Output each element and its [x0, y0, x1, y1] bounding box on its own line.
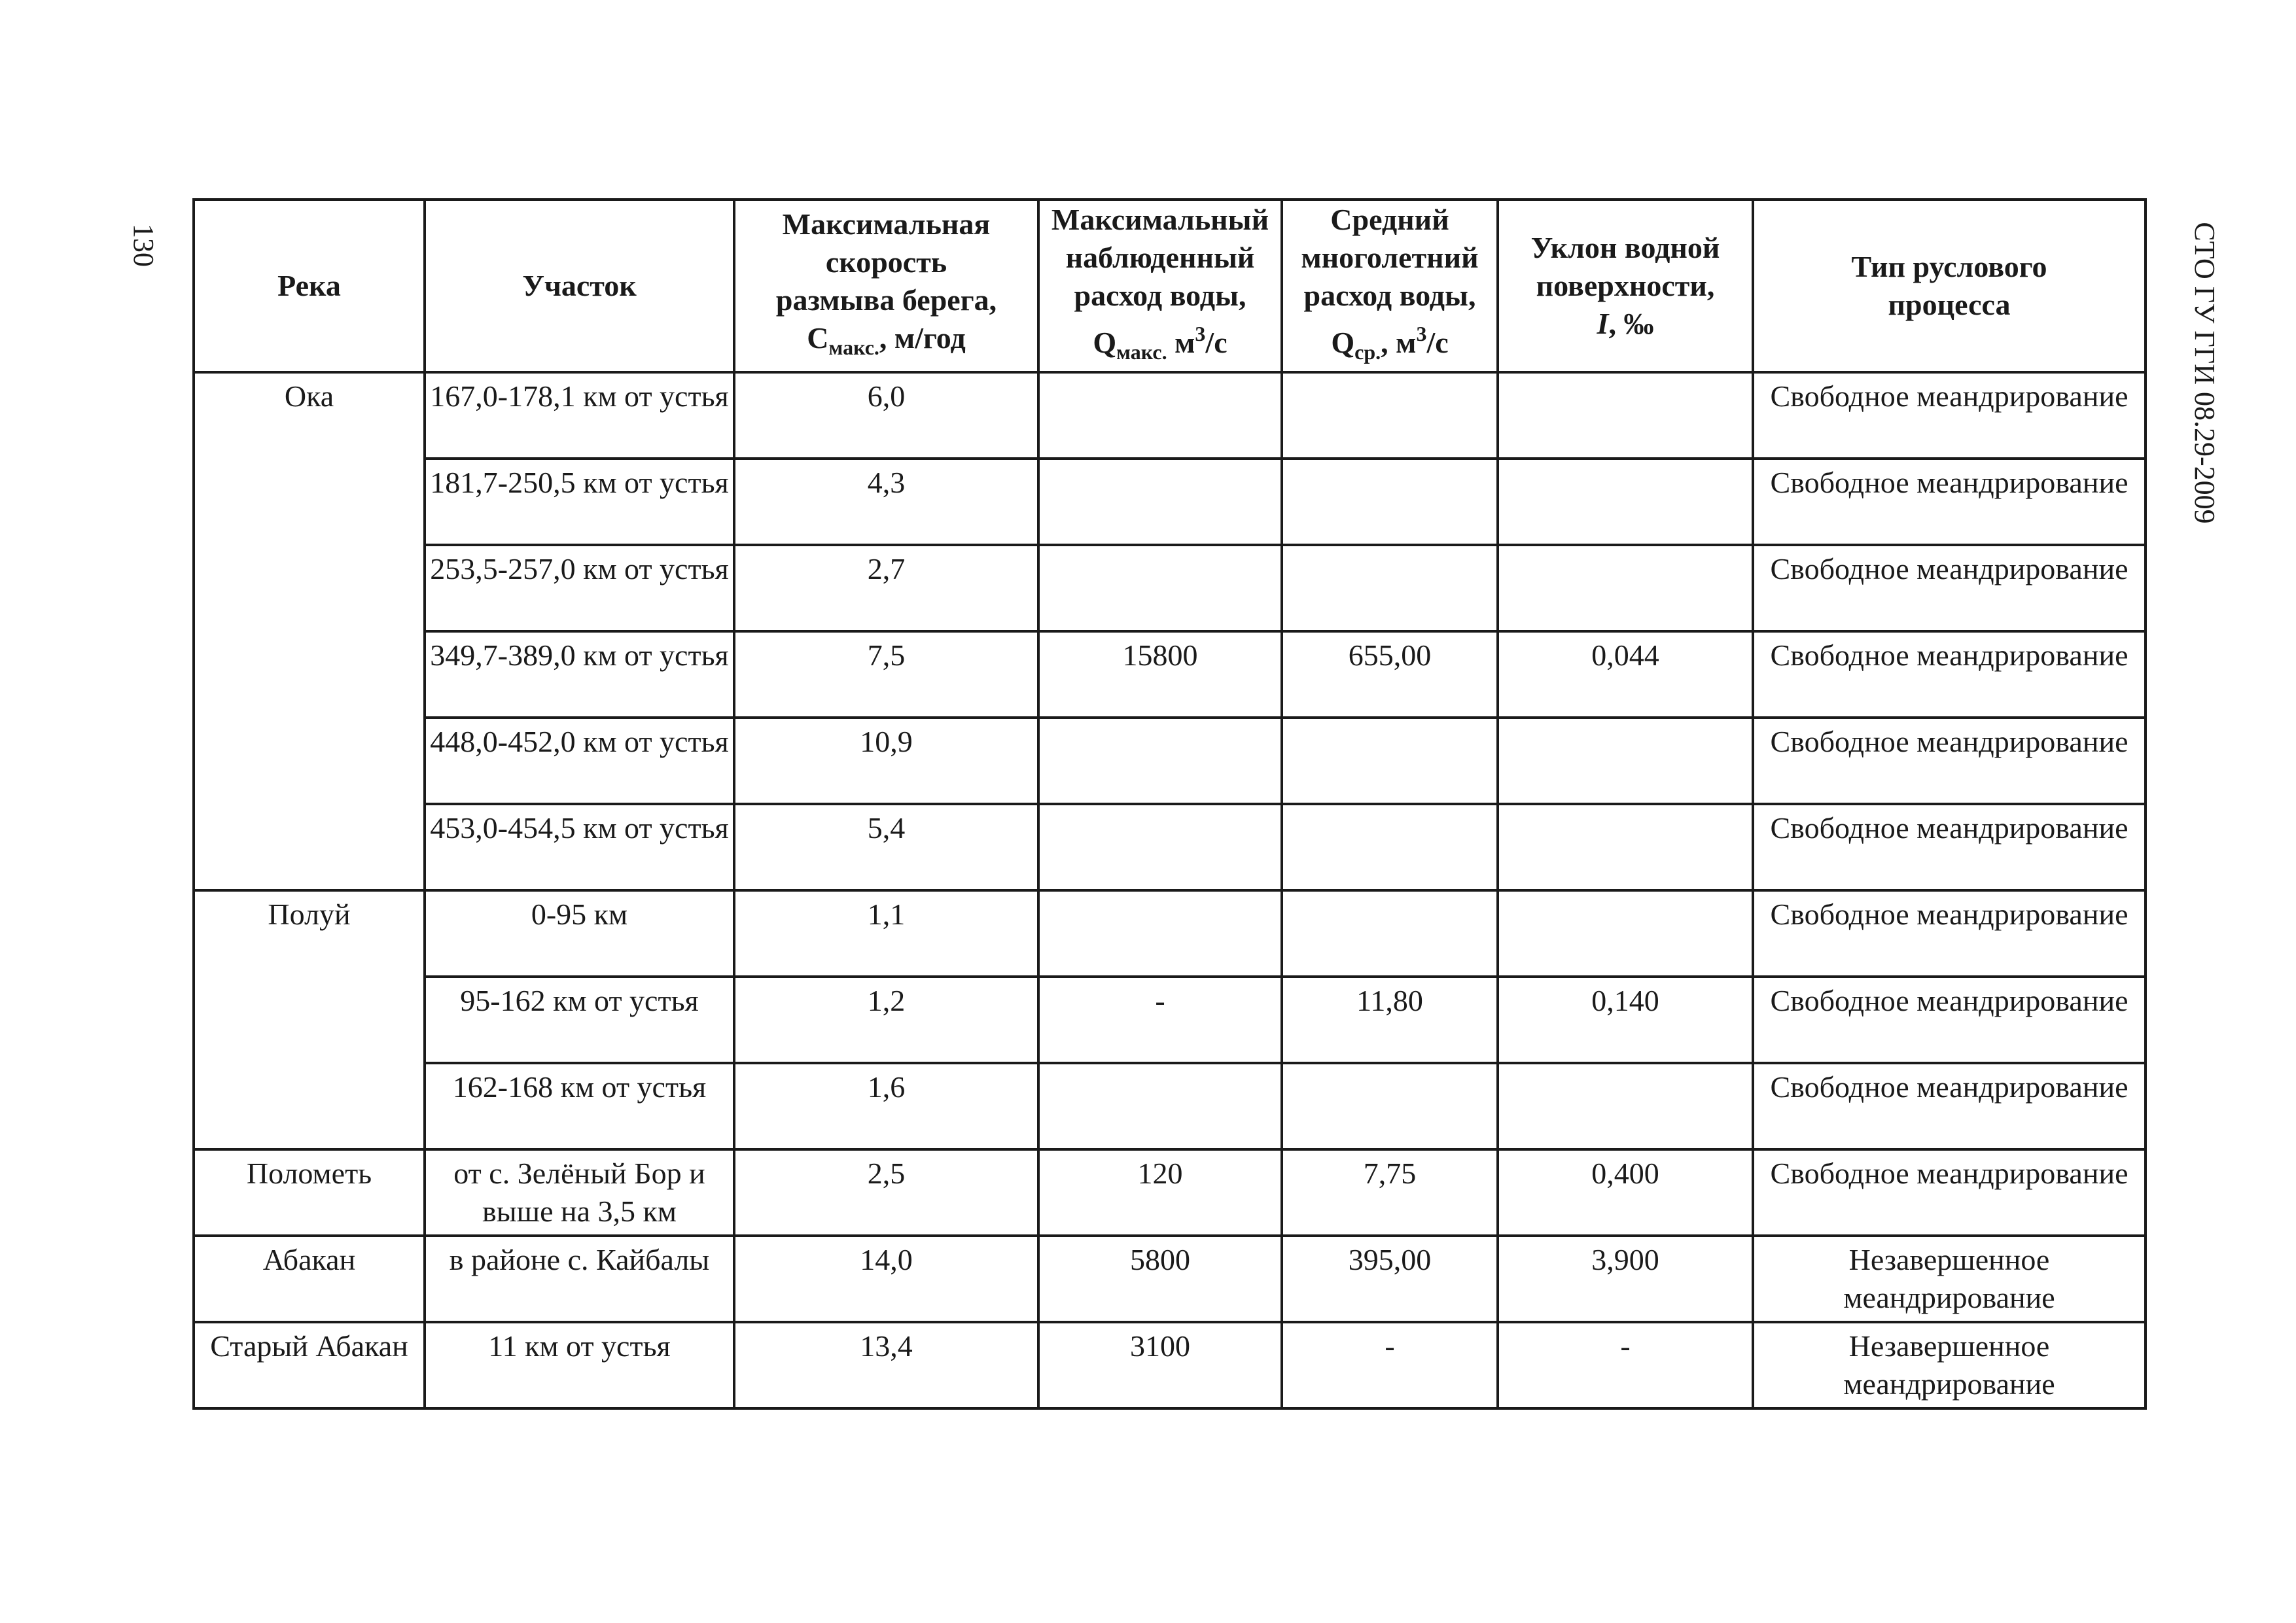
header-mean-discharge-line3: расход воды,	[1303, 279, 1476, 312]
header-max-discharge-formula	[1044, 315, 1277, 371]
table-row	[194, 1236, 2146, 1322]
cell-section: 448,0-452,0 км от устья	[425, 718, 734, 804]
cell-section: от с. Зелёный Бор и выше на 3,5 км	[425, 1149, 734, 1236]
cell-erosion-rate: 1,2	[734, 977, 1038, 1063]
cell-section: 167,0-178,1 км от устья	[425, 372, 734, 459]
cell-max-discharge	[1038, 890, 1282, 977]
cell-erosion-rate: 5,4	[734, 804, 1038, 890]
cell-erosion-rate: 6,0	[734, 372, 1038, 459]
cell-river-name: Старый Абакан	[194, 1322, 425, 1408]
cell-river-name: Полуй	[194, 890, 425, 1149]
cell-max-discharge	[1038, 459, 1282, 545]
header-erosion-rate	[734, 200, 1038, 372]
cell-section: 162-168 км от устья	[425, 1063, 734, 1149]
max-discharge-subscript: макс.	[1116, 340, 1167, 364]
cell-erosion-rate: 7,5	[734, 631, 1038, 718]
max-discharge-unit-post: /с	[1205, 326, 1227, 359]
cell-slope: -	[1498, 1322, 1753, 1408]
header-river: Река	[194, 200, 425, 372]
cell-process-type: Свободное меандрирование	[1753, 631, 2146, 718]
cell-erosion-rate: 14,0	[734, 1236, 1038, 1322]
cell-slope	[1498, 545, 1753, 631]
table-row	[194, 372, 2146, 459]
cell-max-discharge: 120	[1038, 1149, 1282, 1236]
cell-section: 11 км от устья	[425, 1322, 734, 1408]
cell-section: 349,7-389,0 км от устья	[425, 631, 734, 718]
slope-unit: , ‰	[1608, 307, 1654, 340]
max-discharge-superscript: 3	[1195, 322, 1206, 345]
cell-erosion-rate: 2,5	[734, 1149, 1038, 1236]
cell-slope	[1498, 459, 1753, 545]
cell-erosion-rate: 13,4	[734, 1322, 1038, 1408]
header-max-discharge-line3: расход воды,	[1074, 279, 1246, 312]
erosion-symbol: C	[807, 321, 829, 355]
document-code: СТО ГУ ГГИ 08.29-2009	[2189, 222, 2221, 524]
cell-process-type: Свободное меандрирование	[1753, 977, 2146, 1063]
header-mean-discharge-formula	[1287, 315, 1492, 371]
table-row	[194, 1322, 2146, 1408]
header-mean-discharge-line1: Средний	[1330, 203, 1449, 236]
table-body	[194, 372, 2146, 1408]
header-max-discharge-line1: Максимальный	[1051, 203, 1269, 236]
table-row	[194, 804, 2146, 890]
cell-max-discharge: -	[1038, 977, 1282, 1063]
cell-process-type: Свободное меандрирование	[1753, 1063, 2146, 1149]
cell-process-type: Свободное меандрирование	[1753, 372, 2146, 459]
cell-section: 181,7-250,5 км от устья	[425, 459, 734, 545]
cell-slope: 0,044	[1498, 631, 1753, 718]
cell-slope: 0,400	[1498, 1149, 1753, 1236]
cell-max-discharge	[1038, 372, 1282, 459]
cell-process-type: Свободное меандрирование	[1753, 890, 2146, 977]
cell-mean-discharge: -	[1282, 1322, 1498, 1408]
max-discharge-symbol: Q	[1093, 326, 1117, 359]
header-erosion-line2: скорость	[825, 245, 947, 279]
header-mean-discharge-line2: многолетний	[1301, 241, 1479, 274]
header-max-discharge	[1038, 200, 1282, 372]
table-row	[194, 545, 2146, 631]
cell-mean-discharge	[1282, 459, 1498, 545]
cell-max-discharge: 3100	[1038, 1322, 1282, 1408]
table-row	[194, 890, 2146, 977]
table-row	[194, 1063, 2146, 1149]
cell-mean-discharge	[1282, 372, 1498, 459]
cell-slope: 3,900	[1498, 1236, 1753, 1322]
cell-mean-discharge	[1282, 890, 1498, 977]
header-process-type	[1753, 200, 2146, 372]
cell-max-discharge	[1038, 718, 1282, 804]
cell-section: 0-95 км	[425, 890, 734, 977]
cell-slope	[1498, 372, 1753, 459]
cell-mean-discharge	[1282, 804, 1498, 890]
cell-max-discharge	[1038, 545, 1282, 631]
header-process-line2: процесса	[1888, 288, 2011, 321]
cell-process-type: Свободное меандрирование	[1753, 804, 2146, 890]
header-section: Участок	[425, 200, 734, 372]
page-number: 130	[128, 224, 160, 267]
cell-mean-discharge: 655,00	[1282, 631, 1498, 718]
header-erosion-line1: Максимальная	[782, 207, 991, 241]
cell-max-discharge	[1038, 804, 1282, 890]
cell-process-type: Свободное меандрирование	[1753, 718, 2146, 804]
slope-symbol: I	[1597, 307, 1609, 340]
cell-erosion-rate: 10,9	[734, 718, 1038, 804]
cell-erosion-rate: 2,7	[734, 545, 1038, 631]
cell-mean-discharge: 11,80	[1282, 977, 1498, 1063]
cell-section: 95-162 км от устья	[425, 977, 734, 1063]
cell-river-name: Ока	[194, 372, 425, 890]
cell-slope	[1498, 1063, 1753, 1149]
erosion-subscript: макс.	[828, 336, 879, 359]
header-max-discharge-line2: наблюденный	[1065, 241, 1255, 274]
cell-section: в районе с. Кайбалы	[425, 1236, 734, 1322]
cell-erosion-rate: 1,1	[734, 890, 1038, 977]
header-slope	[1498, 200, 1753, 372]
mean-discharge-superscript: 3	[1416, 322, 1427, 345]
cell-slope: 0,140	[1498, 977, 1753, 1063]
cell-max-discharge: 15800	[1038, 631, 1282, 718]
header-slope-line2: поверхности,	[1536, 269, 1715, 302]
cell-process-type: Свободное меандрирование	[1753, 459, 2146, 545]
cell-max-discharge	[1038, 1063, 1282, 1149]
header-process-line1: Тип руслового	[1851, 250, 2047, 283]
cell-slope	[1498, 718, 1753, 804]
header-slope-formula	[1503, 305, 1748, 343]
cell-process-type: Незавершенное меандрирование	[1753, 1236, 2146, 1322]
table-row	[194, 459, 2146, 545]
cell-mean-discharge: 395,00	[1282, 1236, 1498, 1322]
river-erosion-table	[192, 198, 2147, 1410]
cell-max-discharge: 5800	[1038, 1236, 1282, 1322]
max-discharge-unit-pre: м	[1167, 326, 1195, 359]
cell-erosion-rate: 4,3	[734, 459, 1038, 545]
cell-section: 453,0-454,5 км от устья	[425, 804, 734, 890]
cell-process-type: Незавершенное меандрирование	[1753, 1322, 2146, 1408]
mean-discharge-unit-pre: , м	[1381, 326, 1417, 359]
cell-mean-discharge	[1282, 718, 1498, 804]
table-row	[194, 1149, 2146, 1236]
mean-discharge-subscript: ср.	[1354, 340, 1381, 364]
cell-mean-discharge	[1282, 1063, 1498, 1149]
table-row	[194, 977, 2146, 1063]
mean-discharge-symbol: Q	[1331, 326, 1355, 359]
table-header-row	[194, 200, 2146, 372]
table-row	[194, 718, 2146, 804]
erosion-unit: , м/год	[879, 321, 966, 355]
cell-river-name: Полометь	[194, 1149, 425, 1236]
cell-erosion-rate: 1,6	[734, 1063, 1038, 1149]
cell-section: 253,5-257,0 км от устья	[425, 545, 734, 631]
header-erosion-line3: размыва берега,	[775, 283, 997, 317]
cell-mean-discharge: 7,75	[1282, 1149, 1498, 1236]
cell-mean-discharge	[1282, 545, 1498, 631]
table-row	[194, 631, 2146, 718]
cell-river-name: Абакан	[194, 1236, 425, 1322]
cell-process-type: Свободное меандрирование	[1753, 545, 2146, 631]
cell-process-type: Свободное меандрирование	[1753, 1149, 2146, 1236]
header-mean-discharge	[1282, 200, 1498, 372]
header-erosion-formula	[739, 319, 1033, 366]
cell-slope	[1498, 890, 1753, 977]
cell-slope	[1498, 804, 1753, 890]
header-slope-line1: Уклон водной	[1530, 231, 1720, 264]
mean-discharge-unit-post: /с	[1426, 326, 1449, 359]
